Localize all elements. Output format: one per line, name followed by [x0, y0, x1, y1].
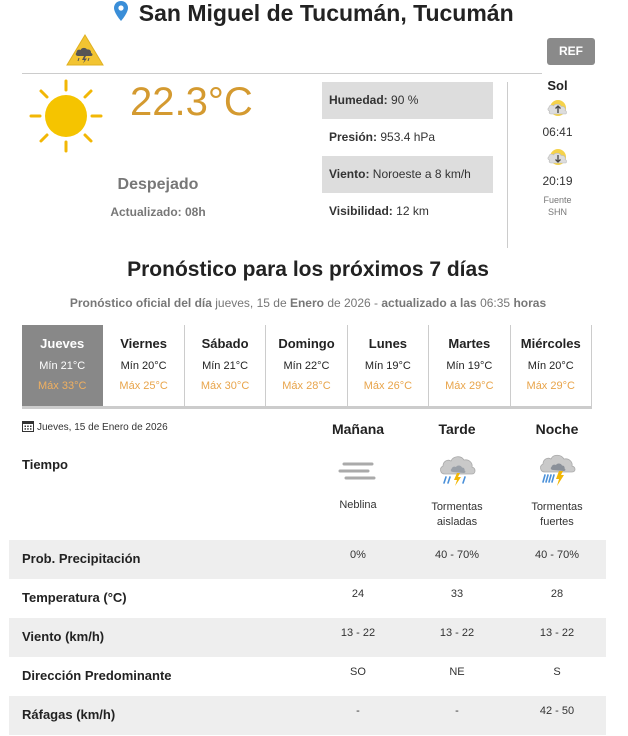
updated-time: Actualizado: 08h [110, 205, 206, 219]
tab-sabado[interactable]: Sábado Mín 21°C Máx 30°C [185, 325, 266, 406]
thunderstorm-icon [435, 454, 479, 490]
map-pin-icon [114, 1, 128, 26]
forecast-subtitle: Pronóstico oficial del día jueves, 15 de Enero de 2026 - actualizado a las 06:35 horas [69, 296, 547, 310]
weather-noche: Tormentas fuertes [507, 454, 607, 530]
forecast-title: Pronóstico para los próximos 7 días [127, 258, 489, 281]
sunset-icon [545, 154, 571, 171]
table-row: Viento (km/h) 13 - 22 13 - 22 13 - 22 [9, 618, 606, 657]
sunrise-time: 06:41 [542, 125, 573, 139]
weather-manana: Neblina [308, 454, 408, 513]
ref-button[interactable]: REF [547, 38, 595, 65]
sun-panel [530, 78, 585, 218]
col-noche: Noche [535, 421, 579, 437]
location-header [0, 0, 628, 30]
day-tabs [22, 325, 592, 409]
tab-martes[interactable]: Martes Mín 19°C Máx 29°C [429, 325, 510, 406]
divider [507, 82, 508, 248]
visibility-row: Visibilidad: 12 km [329, 204, 429, 218]
divider [22, 73, 542, 74]
sun-label: Sol [547, 78, 568, 93]
detail-date: Jueves, 15 de Enero de 2026 [22, 420, 168, 433]
tab-domingo[interactable]: Domingo Mín 22°C Máx 28°C [266, 325, 347, 406]
source-name: SHN [547, 207, 567, 217]
sunrise-icon [545, 105, 571, 122]
storm-warning-icon[interactable] [66, 34, 104, 71]
current-temperature: 22.3°C [130, 80, 253, 124]
col-manana: Mañana [331, 421, 385, 437]
table-row: Ráfagas (km/h) - - 42 - 50 [9, 696, 606, 735]
source-label: Fuente [543, 195, 572, 205]
current-details [322, 82, 493, 230]
detail-table [9, 540, 606, 735]
location-title: San Miguel de Tucumán, Tucumán [138, 0, 514, 26]
tab-viernes[interactable]: Viernes Mín 20°C Máx 25°C [103, 325, 184, 406]
wind-row: Viento: Noroeste a 8 km/h [322, 156, 493, 193]
table-row: Prob. Precipitación 0% 40 - 70% 40 - 70% [9, 540, 606, 579]
col-tarde: Tarde [438, 421, 476, 437]
humidity-row: Humedad: 90 % [322, 82, 493, 119]
weather-tarde: Tormentas aisladas [407, 454, 507, 530]
fog-icon [338, 454, 378, 488]
tiempo-label: Tiempo [22, 457, 68, 472]
sun-icon [28, 78, 104, 159]
current-condition: Despejado [117, 176, 199, 193]
table-row: Temperatura (°C) 24 33 28 [22, 588, 564, 605]
calendar-icon [22, 420, 34, 432]
heavy-thunderstorm-icon [537, 454, 577, 490]
table-row: Dirección Predominante SO NE S [22, 666, 561, 683]
tab-lunes[interactable]: Lunes Mín 19°C Máx 26°C [348, 325, 429, 406]
tab-jueves[interactable]: Jueves Mín 21°C Máx 33°C [22, 325, 103, 406]
tab-miercoles[interactable]: Miércoles Mín 20°C Máx 29°C [511, 325, 592, 406]
pressure-row: Presión: 953.4 hPa [329, 130, 436, 144]
sunset-time: 20:19 [542, 174, 573, 188]
